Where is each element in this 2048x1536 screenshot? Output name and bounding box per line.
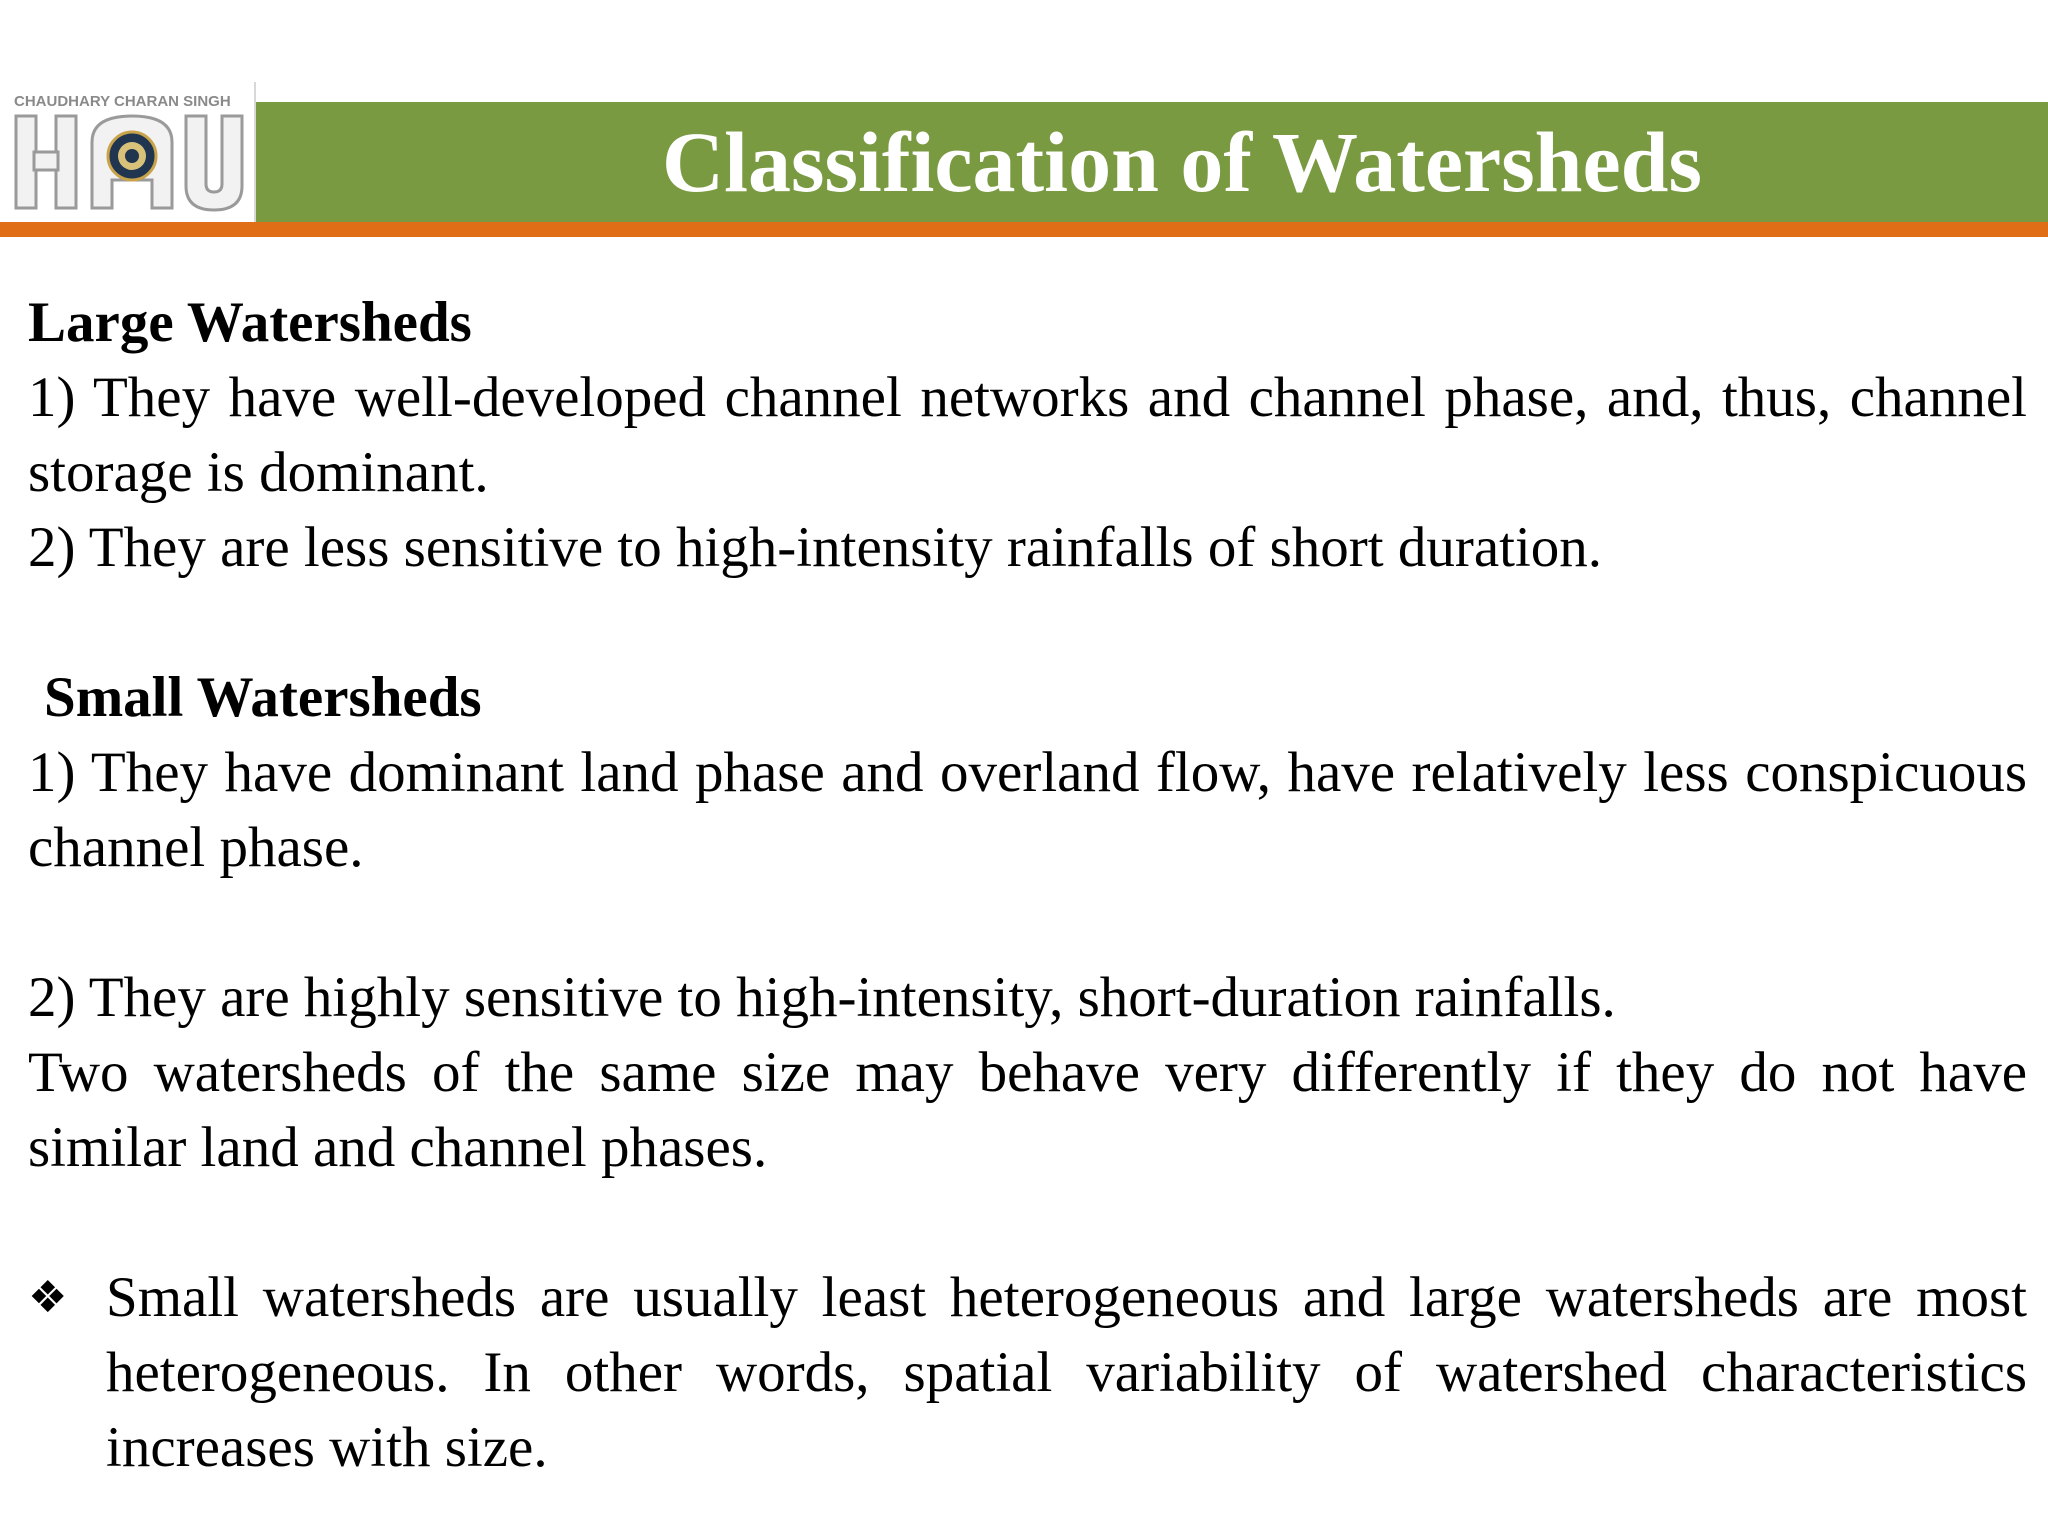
spacer	[28, 1185, 2027, 1260]
summary-bullet	[28, 1260, 2027, 1485]
university-emblem-icon	[108, 132, 156, 180]
logo-top-text: CHAUDHARY CHARAN SINGH	[14, 93, 231, 110]
slide-content	[28, 285, 2027, 1485]
small-watersheds-heading: Small Watersheds	[44, 666, 482, 729]
university-logo	[0, 82, 256, 222]
page-title: Classification of Watersheds	[662, 114, 1702, 210]
small-point-2: 2) They are highly sensitive to high-intensity, short-duration rainfalls.	[28, 966, 1616, 1029]
small-note: Two watersheds of the same size may behave very differently if they do not have similar land and channel phases.	[28, 1041, 2027, 1179]
four-diamond-bullet-icon: ❖	[28, 1272, 68, 1323]
spacer	[28, 585, 2027, 660]
header-accent-line	[0, 222, 2048, 237]
title-band	[256, 102, 2048, 222]
spacer	[28, 885, 2027, 960]
summary-text: Small watersheds are usually least heterogeneous and large watersheds are most heterogeneous. In other words, spatial variability of watershed characteristics increases with size.	[106, 1266, 2027, 1479]
large-point-2: 2) They are less sensitive to high-intensity rainfalls of short duration.	[28, 516, 1603, 579]
large-watersheds-heading: Large Watersheds	[28, 291, 472, 354]
large-point-1: 1) They have well-developed channel networks and channel phase, and, thus, channel storage is dominant.	[28, 366, 2027, 504]
small-point-1: 1) They have dominant land phase and overland flow, have relatively less conspicuous channel phase.	[28, 741, 2027, 879]
